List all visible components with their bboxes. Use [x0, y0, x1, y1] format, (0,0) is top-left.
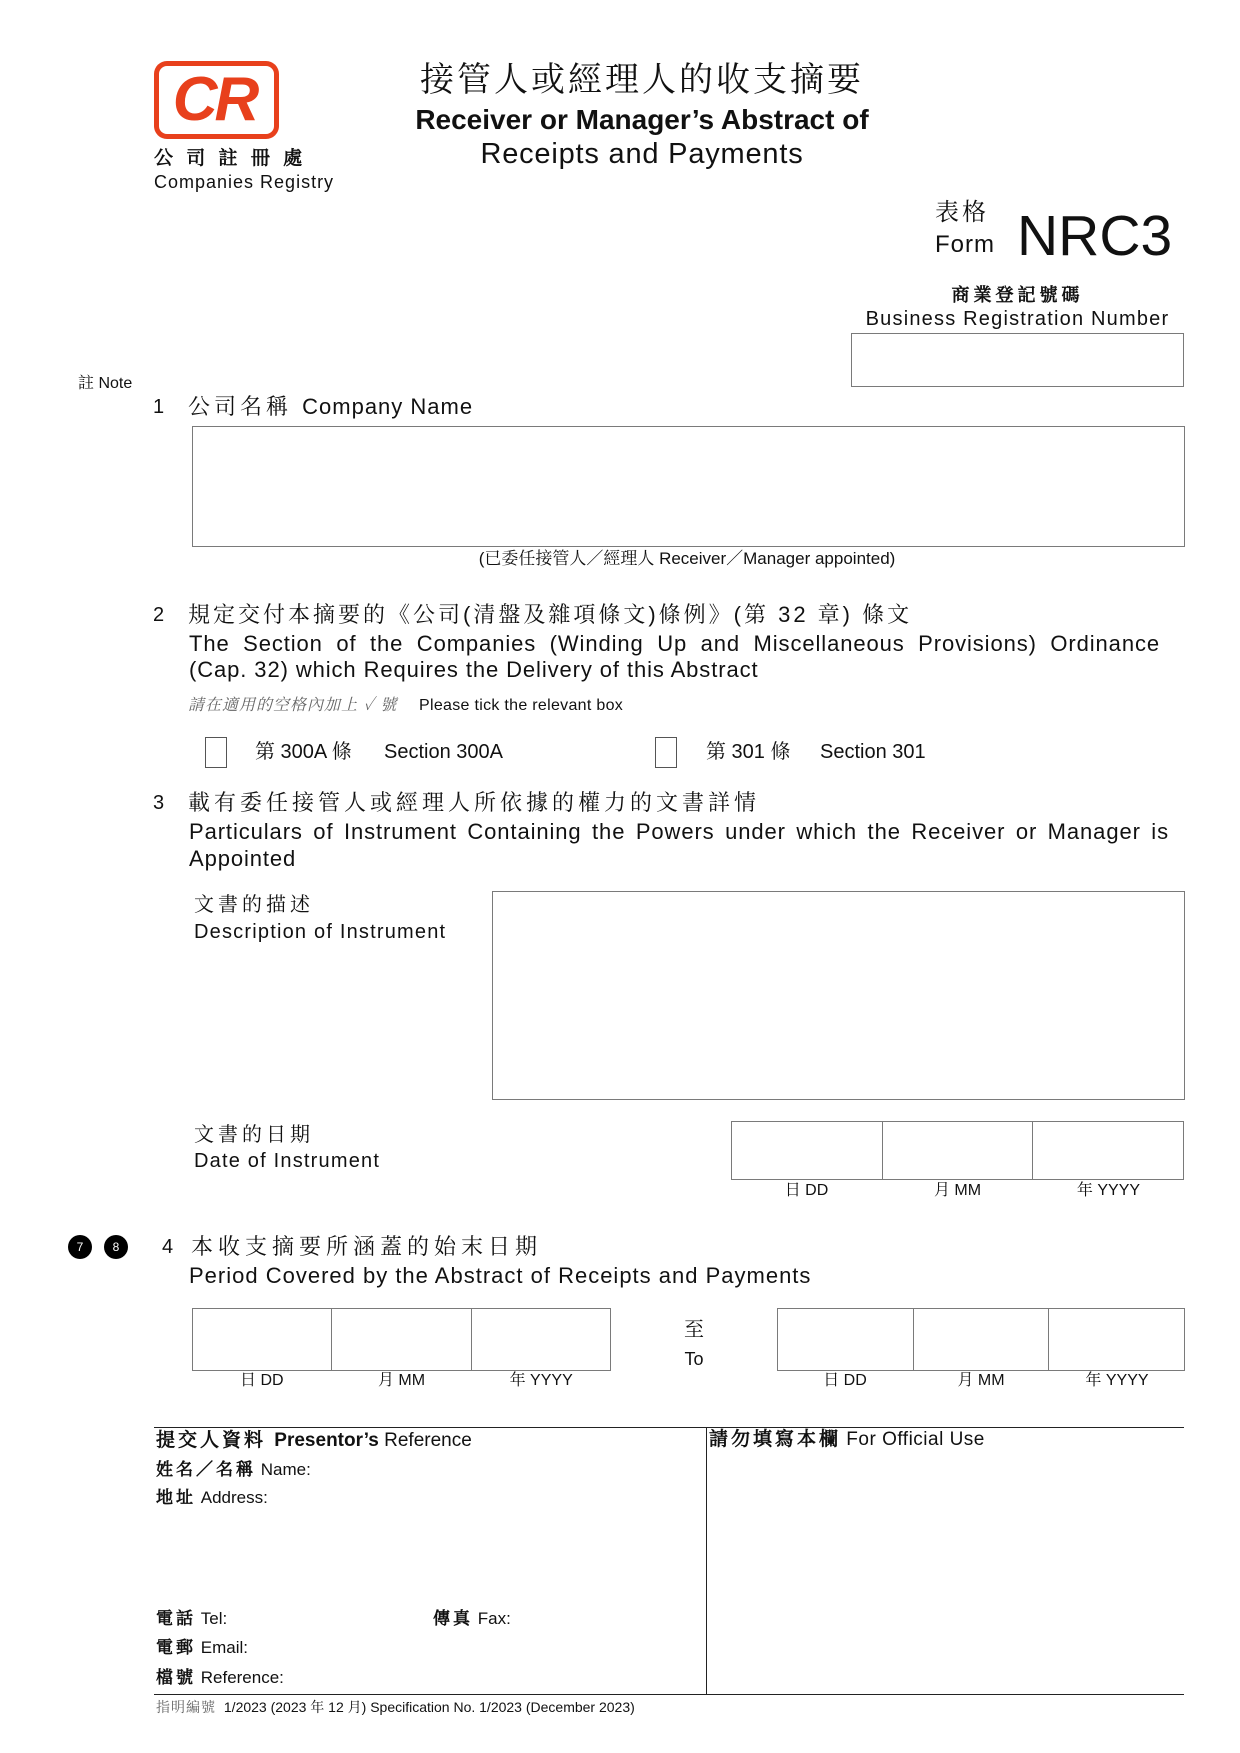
period-to-month-input[interactable] — [914, 1309, 1050, 1370]
presentor-reference-label — [156, 1668, 284, 1688]
tick-hint-en: Please tick the relevant box — [419, 697, 624, 714]
tick-hint-zh: 請在適用的空格內加上 ✓ 號 — [188, 697, 398, 714]
section2-title-zh: 規定交付本摘要的《公司(清盤及雜項條文)條例》(第 32 章) 條文 — [188, 602, 913, 627]
period-to-labels — [777, 1371, 1185, 1391]
section3-title-en-line1: Particulars of Instrument Containing the Powers under which the Receiver or Manager is — [189, 819, 1169, 844]
presentor-email-label — [156, 1638, 248, 1658]
presentor-bottom-rule — [154, 1694, 1184, 1695]
section4-number: 4 — [162, 1236, 174, 1258]
year-label: 年 YYYY — [1085, 1372, 1149, 1389]
presentor-name-zh: 姓名／名稱 — [156, 1460, 256, 1479]
company-name-caption: (已委任接管人／經理人 Receiver／Manager appointed) — [478, 549, 896, 568]
period-from-month-input[interactable] — [332, 1309, 471, 1370]
presentor-tel-en: Tel: — [200, 1609, 228, 1628]
form-label-zh: 表格 — [935, 199, 989, 226]
section2-title-en-line1: The Section of the Companies (Winding Up and Miscellaneous Provisions) Ordinance — [189, 631, 1160, 656]
instrument-date-label-en: Date of Instrument — [194, 1150, 381, 1172]
period-to-fields — [777, 1308, 1185, 1371]
presentor-reference-en: Reference: — [200, 1668, 284, 1687]
instrument-description-label-zh: 文書的描述 — [194, 894, 314, 916]
presentor-heading-en: Reference — [384, 1430, 472, 1451]
presentor-reference-zh: 檔號 — [156, 1668, 196, 1687]
registry-name-zh: 公 司 註 冊 處 — [154, 148, 307, 169]
presentor-heading-en-bold: Presentor’s — [274, 1430, 379, 1451]
presentor-fax-label — [433, 1609, 511, 1629]
section-300a-label-en: Section 300A — [384, 741, 503, 763]
brn-label-zh: 商業登記號碼 — [951, 285, 1084, 305]
month-label: 月 MM — [933, 1182, 982, 1199]
period-to-day-input[interactable] — [778, 1309, 914, 1370]
brn-input[interactable] — [851, 333, 1184, 387]
section3-title-en-line2: Appointed — [189, 846, 297, 871]
logo-lettering: CR — [172, 65, 257, 134]
period-from-fields — [192, 1308, 611, 1371]
period-from-labels — [192, 1371, 611, 1391]
form-code: NRC3 — [1017, 204, 1173, 268]
official-use-zh: 請勿填寫本欄 — [709, 1429, 842, 1450]
form-label-en: Form — [935, 231, 995, 258]
note-marker-8: 8 — [104, 1235, 128, 1259]
section2-title-en-line2: (Cap. 32) which Requires the Delivery of this Abstract — [189, 657, 759, 682]
note-label: 註 Note — [78, 375, 133, 392]
instrument-month-input[interactable] — [883, 1122, 1034, 1179]
section-301-label-zh: 第 301 條 — [706, 741, 791, 763]
instrument-date-labels — [731, 1181, 1184, 1201]
section1-title-zh: 公司名稱 — [188, 394, 293, 419]
form-title-en-line1: Receiver or Manager’s Abstract of — [415, 104, 869, 135]
month-label: 月 MM — [957, 1372, 1005, 1389]
section4-title-zh: 本收支摘要所涵蓋的始末日期 — [191, 1234, 543, 1259]
company-name-input[interactable] — [192, 426, 1185, 547]
section1-number: 1 — [153, 396, 165, 418]
presentor-tel-label — [156, 1609, 227, 1629]
registry-name-en: Companies Registry — [154, 172, 335, 192]
section-301-label-en: Section 301 — [820, 741, 926, 763]
period-to-label-zh: 至 — [684, 1319, 704, 1341]
instrument-description-label-en: Description of Instrument — [194, 921, 447, 943]
note-marker-7: 7 — [68, 1235, 92, 1259]
form-title-en-line2: Receipts and Payments — [480, 138, 804, 170]
section2-number: 2 — [153, 604, 165, 626]
section-300a-label-zh: 第 300A 條 — [255, 741, 352, 763]
day-label: 日 DD — [784, 1182, 829, 1199]
day-label: 日 DD — [823, 1372, 867, 1389]
instrument-description-input[interactable] — [492, 891, 1185, 1100]
section-300a-checkbox[interactable] — [205, 737, 227, 768]
section3-title-zh: 載有委任接管人或經理人所依據的權力的文書詳情 — [188, 790, 761, 815]
presentor-name-en: Name: — [260, 1460, 311, 1479]
specification-footer — [156, 1699, 635, 1716]
section4-title-en: Period Covered by the Abstract of Receipts and Payments — [189, 1263, 812, 1288]
presentor-fax-zh: 傳真 — [433, 1609, 473, 1628]
presentor-top-rule — [154, 1427, 1184, 1428]
period-to-year-input[interactable] — [1049, 1309, 1184, 1370]
presentor-tel-zh: 電話 — [156, 1609, 196, 1628]
instrument-date-fields — [731, 1121, 1184, 1180]
specification-label-zh: 指明編號 — [156, 1699, 216, 1715]
instrument-day-input[interactable] — [732, 1122, 883, 1179]
period-from-day-input[interactable] — [193, 1309, 332, 1370]
presentor-address-label — [156, 1488, 268, 1508]
instrument-date-label-zh: 文書的日期 — [194, 1124, 314, 1146]
official-use-heading — [709, 1429, 985, 1452]
presentor-address-zh: 地址 — [156, 1488, 196, 1507]
presentor-fax-en: Fax: — [477, 1609, 511, 1628]
section1-title-en: Company Name — [302, 394, 474, 419]
companies-registry-logo — [154, 61, 279, 139]
year-label: 年 YYYY — [509, 1372, 573, 1389]
section-301-checkbox[interactable] — [655, 737, 677, 768]
period-to-label-en: To — [684, 1349, 704, 1369]
presentor-divider — [706, 1427, 707, 1694]
presentor-name-label — [156, 1460, 311, 1480]
presentor-address-en: Address: — [200, 1488, 268, 1507]
form-title-zh: 接管人或經理人的收支摘要 — [420, 61, 864, 99]
presentor-heading — [156, 1430, 472, 1453]
presentor-email-en: Email: — [200, 1638, 248, 1657]
period-from-year-input[interactable] — [472, 1309, 610, 1370]
day-label: 日 DD — [240, 1372, 284, 1389]
presentor-email-zh: 電郵 — [156, 1638, 196, 1657]
brn-label-en: Business Registration Number — [865, 308, 1170, 330]
official-use-en: For Official Use — [846, 1429, 985, 1450]
instrument-year-input[interactable] — [1033, 1122, 1183, 1179]
presentor-heading-zh: 提交人資料 — [156, 1430, 267, 1451]
logo-inner — [159, 66, 274, 134]
year-label: 年 YYYY — [1076, 1182, 1141, 1199]
section1-title — [188, 394, 473, 420]
section3-number: 3 — [153, 792, 165, 814]
specification-text: 1/2023 (2023 年 12 月) Specification No. 1/2023 (December 2023) — [223, 1699, 635, 1715]
month-label: 月 MM — [377, 1372, 426, 1389]
